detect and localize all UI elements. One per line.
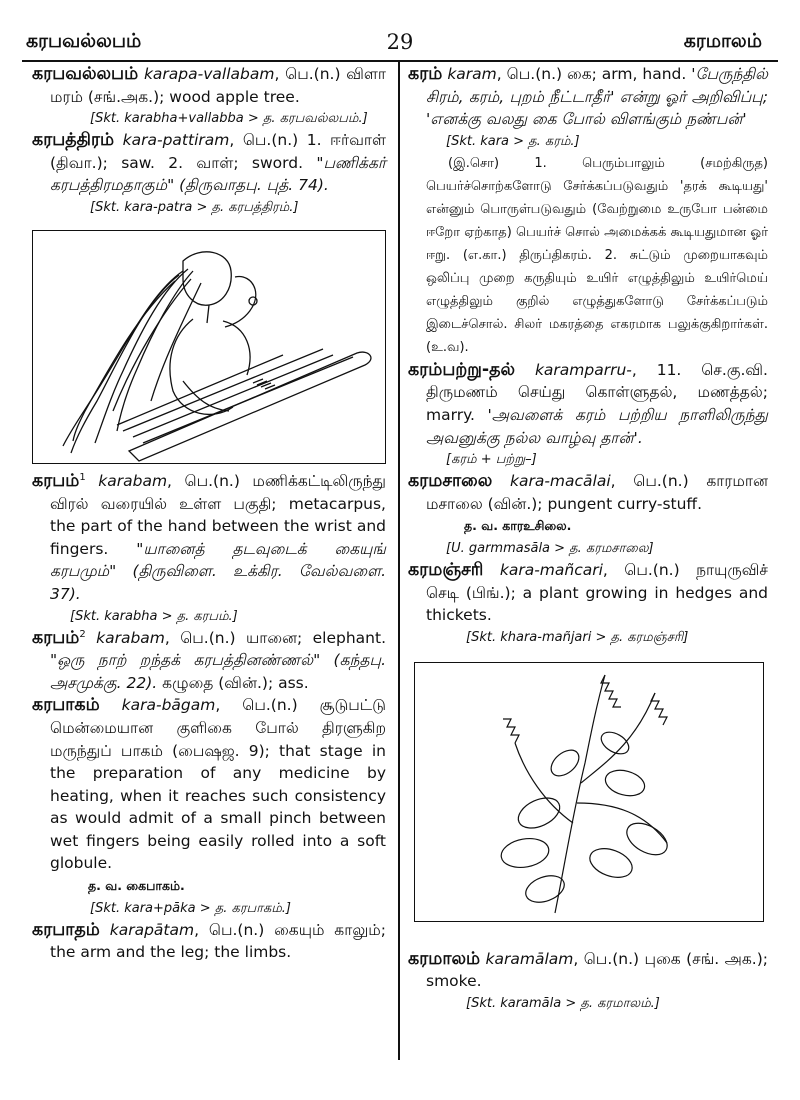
transliteration: kara-bāgam bbox=[121, 696, 216, 715]
pos: , 11. செ.கு.வி. bbox=[631, 360, 768, 379]
transliteration: karam bbox=[447, 65, 497, 83]
headword: கரமஞ்சரி bbox=[408, 559, 484, 580]
pos: , பெ.(n.) bbox=[573, 949, 640, 968]
pos: , பெ.(n.) bbox=[215, 696, 298, 715]
definition: நாயுருவிச் செடி (பிங்.); a plant growing in hedges and thickets. bbox=[426, 560, 768, 625]
entry-karamalam bbox=[408, 948, 768, 993]
transliteration: karabam bbox=[96, 628, 165, 647]
definition: மணிக்கட்டிலிருந்து விரல் வரையில் உள்ள பகுதி; metacarpus, the part of the hand between the wrist and fingers. bbox=[50, 471, 386, 558]
transliteration: karamālam bbox=[485, 949, 574, 968]
etymology: [Skt. karabha+vallabba > த. கரபவல்லபம்.] bbox=[90, 111, 368, 127]
etymology: [Skt. karamāla > த. கரமாலம்.] bbox=[466, 995, 660, 1011]
tamil-equivalent: த. வ. காரஉசிலை. bbox=[464, 518, 572, 534]
entry-karapatam bbox=[32, 919, 386, 964]
running-head-right: கரமாலம் bbox=[683, 30, 762, 52]
transliteration: karabam bbox=[98, 471, 168, 490]
sense-suffix: (இ.சொ) 1. பெரும்பாலும் (சமற்கிருத) பெயர்ச்சொற்களோடு சேர்க்கப்படுவதும் 'தரக் கூடியது' என்னும் பொருள்படுவதும் (வேற்றுமை உருபோ பன்மை ஈறோ ஏற்காத) பெயர்ச் சொல் அமைக்கக் கூடியதுமான ஓர் ஈறு. (எ.கா.) திருப்திகரம். 2. சுட்டும் முறையாகவும் ஒலிப்பு முறை கருதியும் உயிர் எழுத்திலும் உயிர்மெய் எழுத்திலும் குறில் எழுத்துகளோடு சேர்க்கப்படும் இடைச்சொல். சிலர் மகரத்தை எகரமாக பலுக்குகிறார்கள். (உ.வ). bbox=[426, 155, 768, 355]
etymology: [Skt. kara-patra > த. கரபத்திரம்.] bbox=[90, 199, 299, 215]
entry-karabagam bbox=[32, 694, 386, 875]
entry-karapavallabam bbox=[32, 63, 386, 108]
headword: கரபம் bbox=[32, 627, 80, 648]
etymology: [Skt. khara-mañjari > த. கரமஞ்சரி] bbox=[466, 629, 689, 645]
entry-karabam-1 bbox=[32, 470, 386, 606]
pos: , பெ.(n.) bbox=[229, 131, 299, 150]
etymology: [Skt. kara > த. கரம்.] bbox=[446, 133, 580, 149]
headword: கரமாலம் bbox=[408, 948, 481, 969]
pos: , பெ.(n.) bbox=[496, 65, 563, 83]
transliteration: karapa-vallabam bbox=[143, 65, 275, 83]
entry-karabam-2 bbox=[32, 627, 386, 695]
transliteration: kara-mañcari bbox=[499, 560, 603, 579]
quotation: "யானைத் தடவுடைக் கையுங் கரபமும்" (திருவிளை. உக்கிர. வேல்வளை. 37). bbox=[50, 539, 386, 603]
definition: யானை; elephant. bbox=[235, 628, 387, 647]
quotation: "ஒரு நாற் றந்தக் கரபத்தினண்ணல்" (கந்தபு. அசமுக்கு. 22). bbox=[50, 651, 386, 692]
headword: கரம் bbox=[408, 64, 443, 84]
entry-karapattiram bbox=[32, 129, 386, 197]
column-divider bbox=[398, 60, 400, 1060]
quotation: 'பேருந்தில் சிரம், கரம், புறம் நீட்டாதீர்' என்று ஓர் அறிவிப்பு; 'எனக்கு வலது கை போல் விளங்கும் நண்பன்' bbox=[426, 65, 768, 129]
header-rule bbox=[22, 60, 778, 62]
right-column bbox=[408, 63, 768, 1014]
entry-karamanjari bbox=[408, 559, 768, 627]
page-number: 29 bbox=[386, 30, 414, 54]
entry-karam bbox=[408, 63, 768, 131]
running-head-left: கரபவல்லபம் bbox=[26, 30, 142, 52]
headword: கரபவல்லபம் bbox=[32, 64, 139, 84]
headword: கரபாதம் bbox=[32, 919, 100, 940]
headword: கரபத்திரம் bbox=[32, 130, 115, 151]
quotation: 'அவளைக் கரம் பற்றிய நாளிலிருந்து அவனுக்கு நல்ல வாழ்வு தான்'. bbox=[426, 405, 768, 447]
pos: , பெ.(n.) bbox=[274, 65, 341, 83]
etymology: [Skt. kara+pāka > த. கரபாகம்.] bbox=[90, 900, 291, 916]
quotation: "பணிக்கர் கரபத்திரமதாகும்" (திருவாதபு. புத். 74). bbox=[50, 153, 386, 195]
headword: கரமசாலை bbox=[408, 471, 493, 492]
definition: புகை (சங். அக.); smoke. bbox=[426, 949, 768, 991]
transliteration: kara-macālai bbox=[509, 472, 611, 491]
illustration-plant bbox=[414, 662, 764, 922]
definition: கையும் காலும்; the arm and the leg; the limbs. bbox=[50, 920, 386, 962]
definition: சூடுபட்டு மென்மையான குளிகை போல் திரளுகிற மருந்துப் பாகம் (பைஷஜ. 9); that stage in the preparation of any medicine by heating, when it reaches such consistency as would admit of a small pinch between wet fingers being easily rolled into a soft globule. bbox=[50, 696, 386, 873]
homonym-number: 2 bbox=[79, 628, 86, 640]
etymology: [U. garmmasāla > த. கரமசாலை] bbox=[446, 540, 654, 556]
headword: கரம்பற்று-தல் bbox=[408, 359, 516, 380]
etymology: [Skt. karabha > த. கரபம்.] bbox=[70, 608, 238, 624]
definition: விளா மரம் (சங்.அக.); wood apple tree. bbox=[50, 65, 386, 106]
left-column bbox=[32, 63, 386, 964]
transliteration: karapātam bbox=[109, 920, 195, 939]
transliteration: karamparru- bbox=[534, 360, 632, 379]
pos: , பெ.(n.) bbox=[164, 628, 236, 647]
definition: காரமான மசாலை (வின்.); pungent curry-stuff. bbox=[426, 472, 768, 513]
definition: கை; arm, hand. bbox=[562, 65, 692, 83]
pos: , பெ.(n.) bbox=[602, 560, 680, 579]
illustration-woman-combing-hair bbox=[32, 230, 386, 464]
tamil-equivalent: த. வ. கைபாகம். bbox=[88, 878, 185, 894]
entry-karamacalai bbox=[408, 470, 768, 515]
headword: கரபாகம் bbox=[32, 695, 100, 716]
definition: திருமணம் செய்து கொள்ளுதல், மணத்தல்; marry. bbox=[426, 383, 768, 424]
etymology: [கரம் + பற்று–] bbox=[446, 452, 537, 468]
headword: கரபம் bbox=[32, 470, 80, 491]
plant-illustration bbox=[415, 663, 763, 921]
woman-combing-illustration bbox=[33, 231, 385, 463]
pos: , பெ.(n.) bbox=[610, 472, 689, 491]
pos: , பெ.(n.) bbox=[167, 471, 240, 490]
pos: , பெ.(n.) bbox=[194, 920, 265, 939]
transliteration: kara-pattiram bbox=[122, 131, 230, 150]
definition-2: கழுதை (வின்.); ass. bbox=[157, 673, 309, 692]
definition: 1. ஈர்வாள் (திவா.); saw. 2. வாள்; sword. bbox=[50, 131, 386, 172]
entry-karamparru bbox=[408, 359, 768, 449]
homonym-number: 1 bbox=[79, 471, 86, 483]
